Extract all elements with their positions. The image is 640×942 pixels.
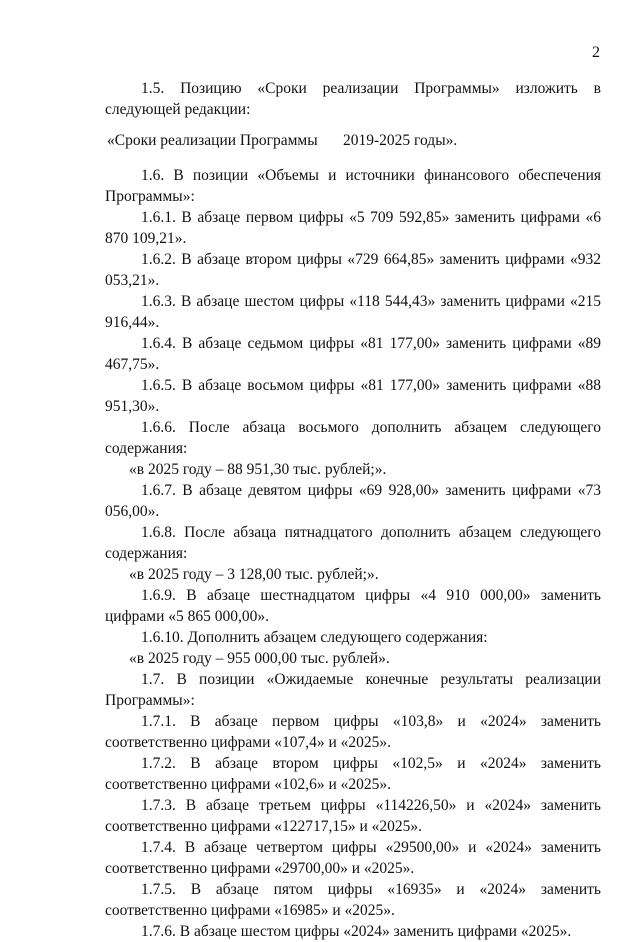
quote-2025-amount-2: «в 2025 году – 3 128,00 тыс. рублей;». <box>129 566 379 583</box>
paragraph-1-6-7: 1.6.7. В абзаце девятом цифры «69 928,00» заменить цифрами «73 056,00». <box>105 482 601 520</box>
paragraph-1-6-5: 1.6.5. В абзаце восьмом цифры «81 177,00» заменить цифрами «88 951,30». <box>105 377 601 415</box>
paragraph-1-6-8: 1.6.8. После абзаца пятнадцатого дополнить абзацем следующего содержания: <box>105 524 601 562</box>
page-number: 2 <box>592 44 600 61</box>
document-body <box>105 78 601 942</box>
paragraph-1-7-2: 1.7.2. В абзаце втором цифры «102,5» и «2024» заменить соответственно цифрами «102,6» и «2025». <box>105 755 601 793</box>
paragraph-1-7-4: 1.7.4. В абзаце четвертом цифры «29500,00» и «2024» заменить соответственно цифрами «29700,00» и «2025». <box>105 839 601 877</box>
paragraph-1-6-4: 1.6.4. В абзаце седьмом цифры «81 177,00» заменить цифрами «89 467,75». <box>105 335 601 373</box>
table-value: 2019-2025 годы». <box>343 132 458 149</box>
paragraph-1-6-10: 1.6.10. Дополнить абзацем следующего содержания: <box>141 629 488 646</box>
paragraph-1-7: 1.7. В позиции «Ожидаемые конечные результаты реализации Программы»: <box>105 671 601 709</box>
program-terms-table <box>105 130 601 151</box>
paragraph-1-7-5: 1.7.5. В абзаце пятом цифры «16935» и «2024» заменить соответственно цифрами «16985» и «2025». <box>105 881 601 919</box>
paragraph-1-7-6: 1.7.6. В абзаце шестом цифры «2024» заменить цифрами «2025». <box>141 923 572 940</box>
paragraph-1-6-9: 1.6.9. В абзаце шестнадцатом цифры «4 910 000,00» заменить цифрами «5 865 000,00». <box>105 587 601 625</box>
table-label: «Сроки реализации Программы <box>107 132 318 149</box>
paragraph-1-6-2: 1.6.2. В абзаце втором цифры «729 664,85» заменить цифрами «932 053,21». <box>105 251 601 289</box>
paragraph-1-6-6: 1.6.6. После абзаца восьмого дополнить абзацем следующего содержания: <box>105 419 601 457</box>
paragraph-1-6-1: 1.6.1. В абзаце первом цифры «5 709 592,85» заменить цифрами «6 870 109,21». <box>105 209 601 247</box>
quote-2025-amount-1: «в 2025 году – 88 951,30 тыс. рублей;». <box>129 461 387 478</box>
paragraph-1-6: 1.6. В позиции «Объемы и источники финансового обеспечения Программы»: <box>105 167 601 205</box>
quote-2025-amount-3: «в 2025 году – 955 000,00 тыс. рублей». <box>129 650 390 667</box>
paragraph-1-5: 1.5. Позицию «Сроки реализации Программы» изложить в следующей редакции: <box>105 80 601 118</box>
paragraph-1-7-1: 1.7.1. В абзаце первом цифры «103,8» и «2024» заменить соответственно цифрами «107,4» и «2025». <box>105 713 601 751</box>
paragraph-1-6-3: 1.6.3. В абзаце шестом цифры «118 544,43» заменить цифрами «215 916,44». <box>105 293 601 331</box>
paragraph-1-7-3: 1.7.3. В абзаце третьем цифры «114226,50» и «2024» заменить соответственно цифрами «122717,15» и «2025». <box>105 797 601 835</box>
